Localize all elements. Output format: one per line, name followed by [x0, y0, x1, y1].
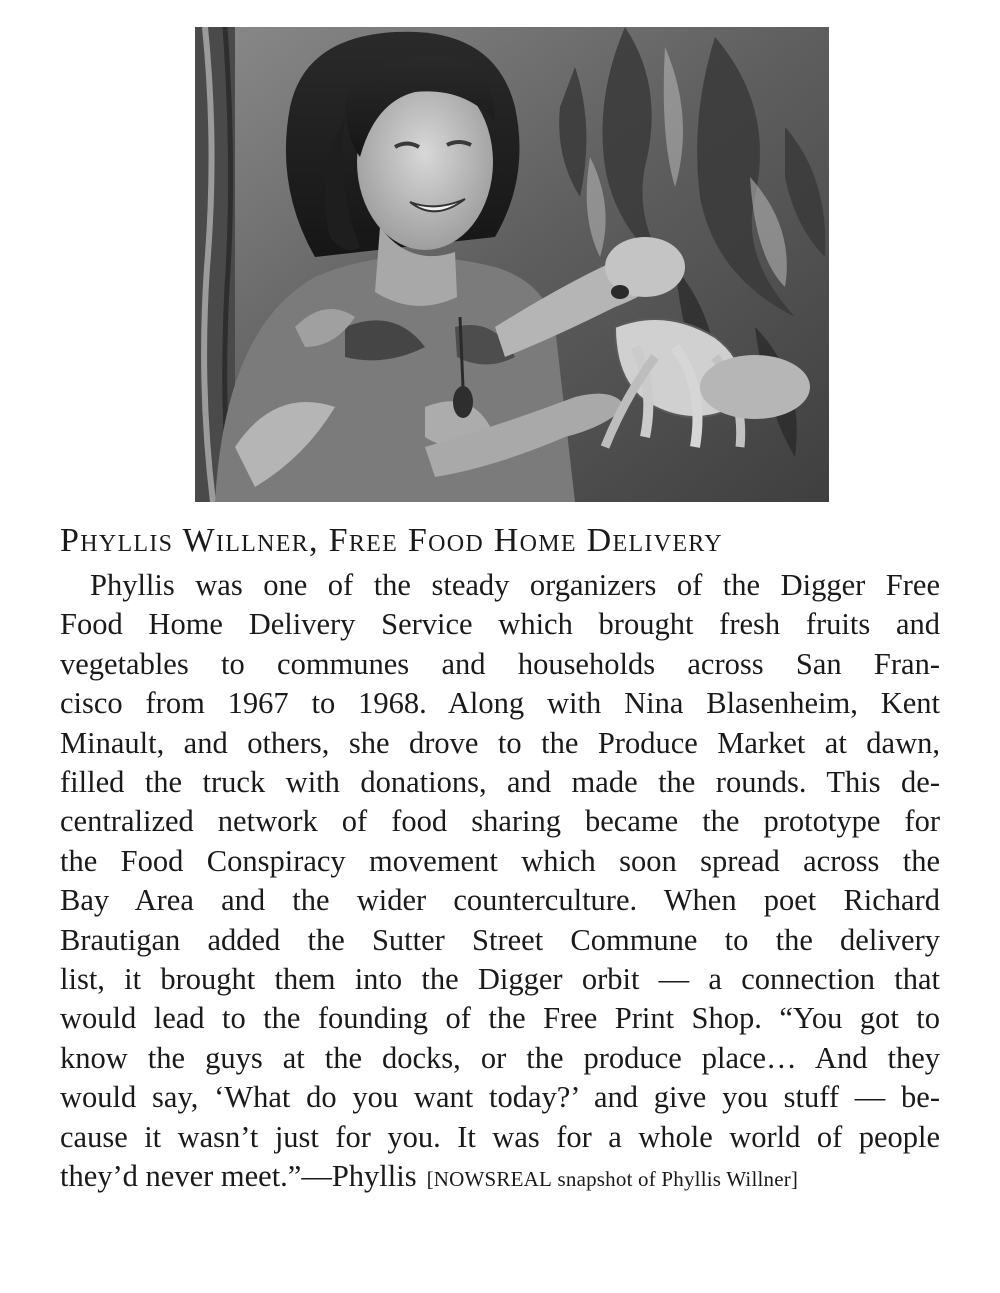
- body-line: would lead to the founding of the Free Print Shop. “You got to: [60, 1001, 940, 1036]
- body-line: list, it brought them into the Digger orbit — a connection that: [60, 962, 940, 997]
- body-line: Phyllis was one of the steady organizers of the Digger Free: [90, 568, 940, 602]
- caption-bracket: [: [426, 1167, 434, 1192]
- article-body: [60, 566, 940, 1200]
- quote-attribution: they’d never meet.”—Phyllis: [60, 1159, 417, 1194]
- caption-text: snapshot of Phyllis Willner]: [552, 1167, 799, 1192]
- body-line: centralized network of food sharing became the prototype for: [60, 804, 940, 839]
- body-line: would say, ‘What do you want today?’ and give you stuff — be-: [60, 1080, 940, 1115]
- body-line: Bay Area and the wider counterculture. When poet Richard: [60, 883, 940, 918]
- article-heading: Phyllis Willner, Free Food Home Delivery: [60, 522, 723, 559]
- body-last-line: [60, 1157, 940, 1199]
- photo-caption: [427, 1167, 799, 1191]
- body-line: the Food Conspiracy movement which soon spread across the: [60, 843, 940, 878]
- body-line: Minault, and others, she drove to the Produce Market at dawn,: [60, 725, 940, 760]
- body-line: filled the truck with donations, and made the rounds. This de-: [60, 765, 940, 800]
- body-line: Brautigan added the Sutter Street Commune to the delivery: [60, 922, 940, 957]
- caption-source: NOWSREAL: [433, 1167, 553, 1192]
- body-line: Food Home Delivery Service which brought fresh fruits and: [60, 607, 940, 642]
- body-line: cisco from 1967 to 1968. Along with Nina Blasenheim, Kent: [60, 686, 940, 721]
- body-line: cause it wasn’t just for you. It was for a whole world of people: [60, 1119, 940, 1154]
- photo-phyllis-willner: [195, 27, 829, 502]
- woman-with-produce-photo-icon: [195, 27, 829, 502]
- body-line: vegetables to communes and households across San Fran-: [60, 646, 940, 681]
- body-line: know the guys at the docks, or the produce place… And they: [60, 1040, 940, 1075]
